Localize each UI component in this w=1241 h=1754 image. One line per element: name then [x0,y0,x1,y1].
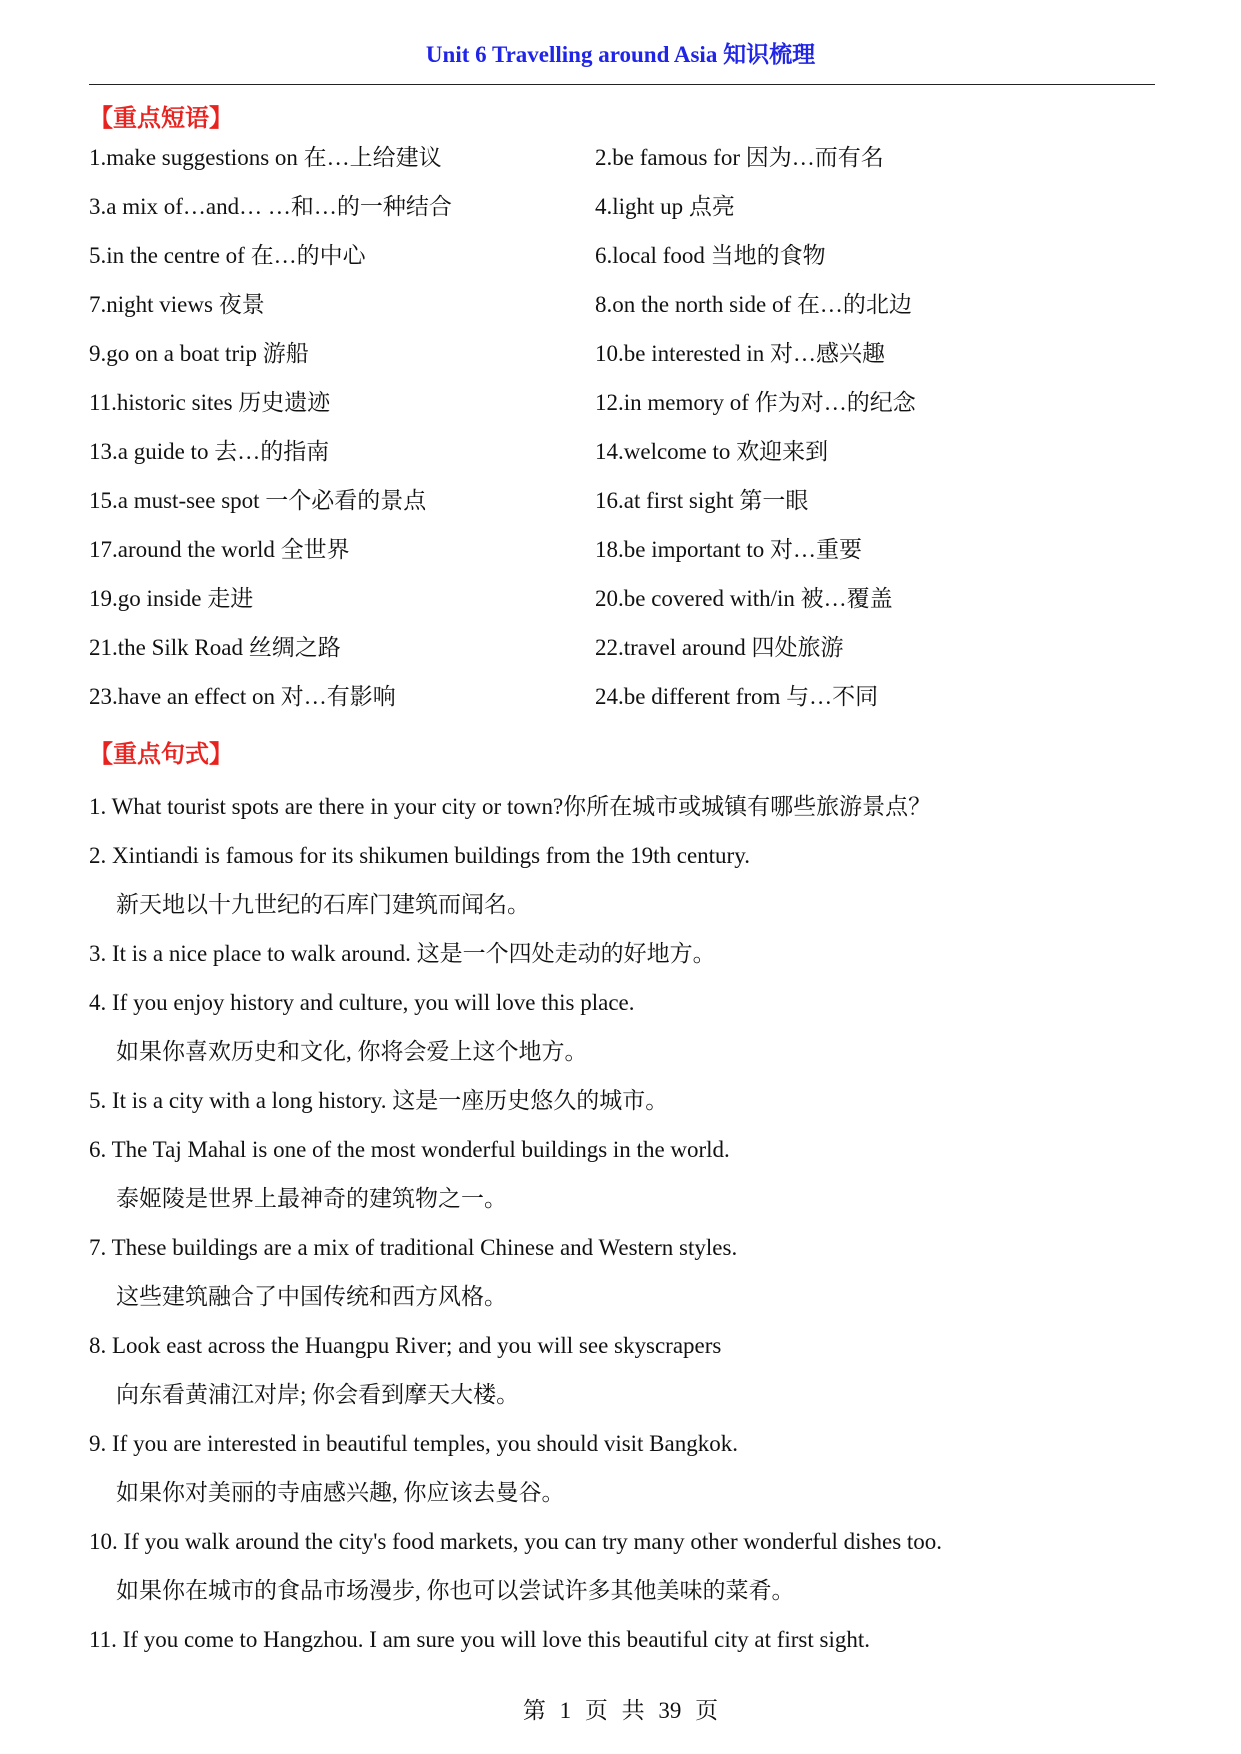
sentence-english: 2. Xintiandi is famous for its shikumen buildings from the 19th century. [89,843,750,868]
sentence-item [89,1321,1169,1419]
phrase-item: 2.be famous for 因为…而有名 [595,145,884,170]
phrases-heading: 【重点短语】 [89,104,233,132]
phrase-item: 15.a must-see spot 一个必看的景点 [89,488,427,513]
phrase-item: 1.make suggestions on 在…上给建议 [89,145,442,170]
phrase-item: 19.go inside 走进 [89,586,254,611]
phrase-item: 23.have an effect on 对…有影响 [89,684,396,709]
phrase-item: 5.in the centre of 在…的中心 [89,243,366,268]
sentence-english: 3. It is a nice place to walk around. 这是一个四处走动的好地方。 [89,941,716,966]
sentences-heading: 【重点句式】 [89,740,233,768]
sentence-chinese: 泰姬陵是世界上最神奇的建筑物之一。 [116,1186,507,1211]
sentence-chinese: 这些建筑融合了中国传统和西方风格。 [116,1284,507,1309]
sentence-english: 6. The Taj Mahal is one of the most wonderful buildings in the world. [89,1137,730,1162]
sentence-item [89,1223,1169,1321]
phrase-item: 12.in memory of 作为对…的纪念 [595,390,916,415]
sentence-item [89,1517,1169,1615]
phrase-item: 7.night views 夜景 [89,292,265,317]
phrase-item: 6.local food 当地的食物 [595,243,826,268]
phrase-item: 13.a guide to 去…的指南 [89,439,330,464]
sentence-english: 8. Look east across the Huangpu River; and you will see skyscrapers [89,1333,722,1358]
sentence-item [89,1419,1169,1517]
phrase-item: 18.be important to 对…重要 [595,537,863,562]
phrase-item: 24.be different from 与…不同 [595,684,879,709]
sentence-chinese: 如果你在城市的食品市场漫步, 你也可以尝试许多其他美味的菜肴。 [116,1578,795,1603]
sentence-english: 4. If you enjoy history and culture, you will love this place. [89,990,635,1015]
sentences-list [89,782,1169,1664]
phrase-item: 9.go on a boat trip 游船 [89,341,309,366]
sentence-chinese: 如果你喜欢历史和文化, 你将会爱上这个地方。 [116,1039,588,1064]
phrase-item: 11.historic sites 历史遗迹 [89,390,331,415]
phrase-item: 21.the Silk Road 丝绸之路 [89,635,341,660]
phrase-item: 4.light up 点亮 [595,194,735,219]
sentence-item [89,929,1169,978]
page-title: Unit 6 Travelling around Asia 知识梳理 [425,42,816,67]
phrase-item: 10.be interested in 对…感兴趣 [595,341,886,366]
phrase-item: 16.at first sight 第一眼 [595,488,809,513]
sentence-english: 10. If you walk around the city's food markets, you can try many other wonderful dishes too. [89,1529,943,1554]
sentence-item [89,978,1169,1076]
phrase-item: 22.travel around 四处旅游 [595,635,844,660]
sentence-item [89,782,1169,831]
sentence-english: 1. What tourist spots are there in your city or town?你所在城市或城镇有哪些旅游景点？ [89,794,932,819]
sentence-item [89,1076,1169,1125]
header-divider [89,84,1155,85]
phrase-item: 17.around the world 全世界 [89,537,350,562]
sentence-english: 9. If you are interested in beautiful temples, you should visit Bangkok. [89,1431,738,1456]
phrases-list [89,143,1149,731]
sentence-chinese: 向东看黄浦江对岸; 你会看到摩天大楼。 [116,1382,520,1407]
sentence-english: 7. These buildings are a mix of traditional Chinese and Western styles. [89,1235,738,1260]
sentence-english: 5. It is a city with a long history. 这是一座历史悠久的城市。 [89,1088,669,1113]
sentence-item [89,831,1169,929]
phrase-item: 20.be covered with/in 被…覆盖 [595,586,893,611]
phrase-item: 8.on the north side of 在…的北边 [595,292,912,317]
page-number: 第 1 页 共 39 页 [522,1698,719,1723]
phrase-item: 3.a mix of…and… …和…的一种结合 [89,194,452,219]
sentence-chinese: 如果你对美丽的寺庙感兴趣, 你应该去曼谷。 [116,1480,565,1505]
sentence-chinese: 新天地以十九世纪的石库门建筑而闻名。 [116,892,530,917]
sentence-item [89,1615,1169,1664]
sentence-english: 11. If you come to Hangzhou. I am sure you will love this beautiful city at first sight. [89,1627,870,1652]
phrase-item: 14.welcome to 欢迎来到 [595,439,829,464]
sentence-item [89,1125,1169,1223]
